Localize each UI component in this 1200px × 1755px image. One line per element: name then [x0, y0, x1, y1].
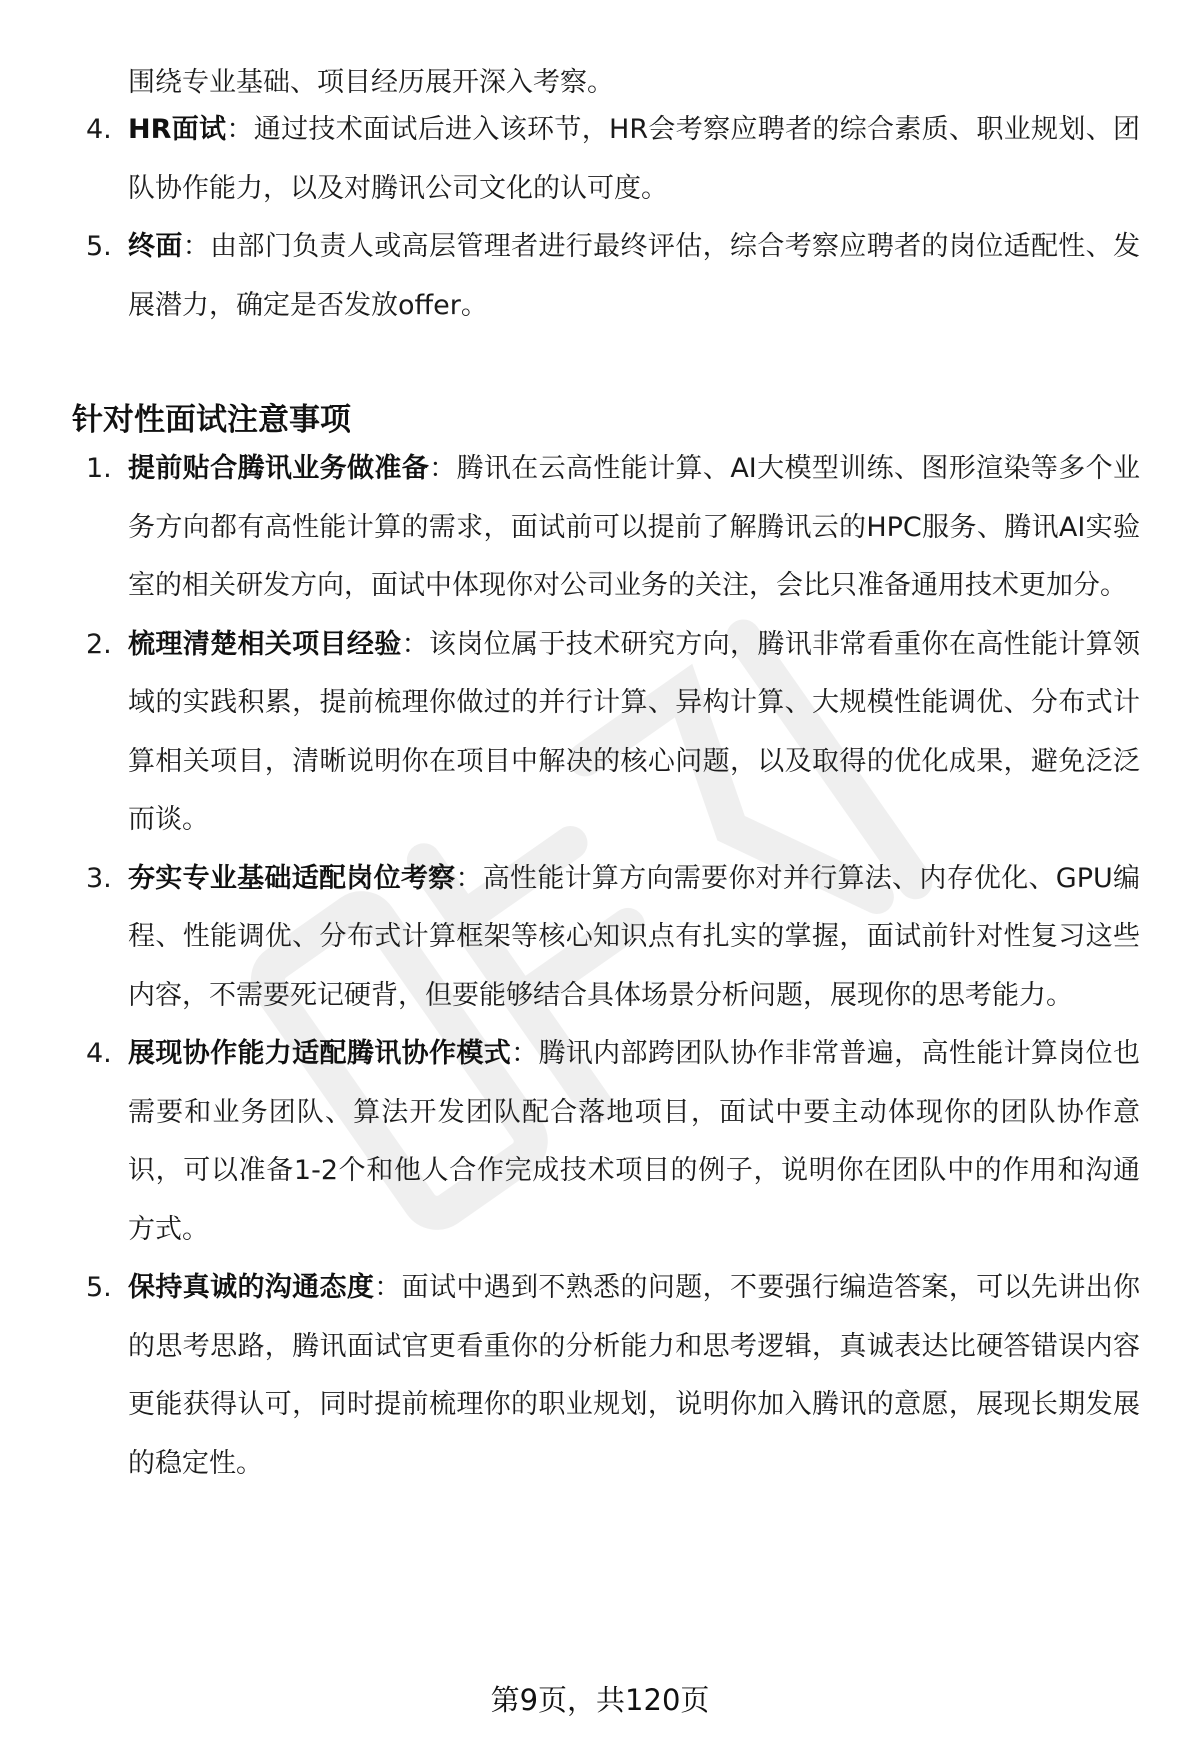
- item-number: 5.: [86, 1272, 112, 1303]
- item-separator: ：: [511, 1038, 539, 1069]
- list-item: [0, 1025, 1140, 1259]
- item-separator: ：: [429, 453, 457, 484]
- item-separator: ：: [374, 1272, 402, 1303]
- item-body: 高性能计算方向需要你对并行算法、内存优化、GPU编程、性能调优、分布式计算框架等核心知识点有扎实的掌握，面试前针对性复习这些内容，不需要死记硬背，但要能够结合具体场景分析问题，展现你的思考能力。: [128, 862, 1141, 1011]
- item-title: 保持真诚的沟通态度: [128, 1272, 375, 1303]
- process-list: [0, 101, 1140, 335]
- item-number: 4.: [86, 1038, 112, 1069]
- section-heading: 针对性面试注意事项: [72, 402, 351, 438]
- item-body: 通过技术面试后进入该环节，HR会考察应聘者的综合素质、职业规划、团队协作能力，以及对腾讯公司文化的认可度。: [128, 114, 1141, 204]
- item-title: 展现协作能力适配腾讯协作模式: [128, 1038, 512, 1069]
- item-number: 1.: [86, 453, 112, 484]
- item-separator: ：: [182, 231, 211, 262]
- item-body: 面试中遇到不熟悉的问题，不要强行编造答案，可以先讲出你的思考思路，腾讯面试官更看重你的分析能力和思考逻辑，真诚表达比硬答错误内容更能获得认可，同时提前梳理你的职业规划，说明你加入腾讯的意愿，展现长期发展的稳定性。: [128, 1272, 1141, 1479]
- list-item: [0, 1259, 1140, 1493]
- list-item: [0, 440, 1140, 616]
- item-title: 梳理清楚相关项目经验: [128, 628, 402, 660]
- list-item: [0, 616, 1140, 850]
- item-body: 该岗位属于技术研究方向，腾讯非常看重你在高性能计算领域的实践积累，提前梳理你做过的并行计算、异构计算、大规模性能调优、分布式计算相关项目，清晰说明你在项目中解决的核心问题，以及取得的优化成果，避免泛泛而谈。: [128, 628, 1141, 835]
- continuation-text: 围绕专业基础、项目经历展开深入考察。: [128, 67, 614, 98]
- item-number: 2.: [86, 628, 112, 660]
- item-separator: ：: [401, 628, 429, 660]
- item-title: 终面: [128, 231, 183, 262]
- list-item: [0, 218, 1140, 335]
- list-item: [0, 850, 1140, 1026]
- page-footer: 第9页，共120页: [490, 1683, 710, 1717]
- item-title: HR面试: [128, 114, 227, 145]
- item-body: 由部门负责人或高层管理者进行最终评估，综合考察应聘者的岗位适配性、发展潜力，确定是否发放offer。: [128, 231, 1141, 321]
- list-item: [0, 101, 1140, 218]
- item-body: 腾讯内部跨团队协作非常普遍，高性能计算岗位也需要和业务团队、算法开发团队配合落地项目，面试中要主动体现你的团队协作意识，可以准备1-2个和他人合作完成技术项目的例子，说明你在团队中的作用和沟通方式。: [128, 1038, 1141, 1245]
- item-number: 3.: [86, 862, 112, 894]
- item-body: 腾讯在云高性能计算、AI大模型训练、图形渲染等多个业务方向都有高性能计算的需求，面试前可以提前了解腾讯云的HPC服务、腾讯AI实验室的相关研发方向，面试中体现你对公司业务的关注，会比只准备通用技术更加分。: [128, 453, 1141, 601]
- item-separator: ：: [226, 114, 254, 145]
- item-title: 提前贴合腾讯业务做准备: [128, 453, 430, 484]
- tips-list: [0, 440, 1140, 1493]
- item-title: 夯实专业基础适配岗位考察: [128, 862, 456, 894]
- item-separator: ：: [455, 862, 483, 894]
- item-number: 5.: [86, 231, 112, 262]
- item-number: 4.: [86, 114, 112, 145]
